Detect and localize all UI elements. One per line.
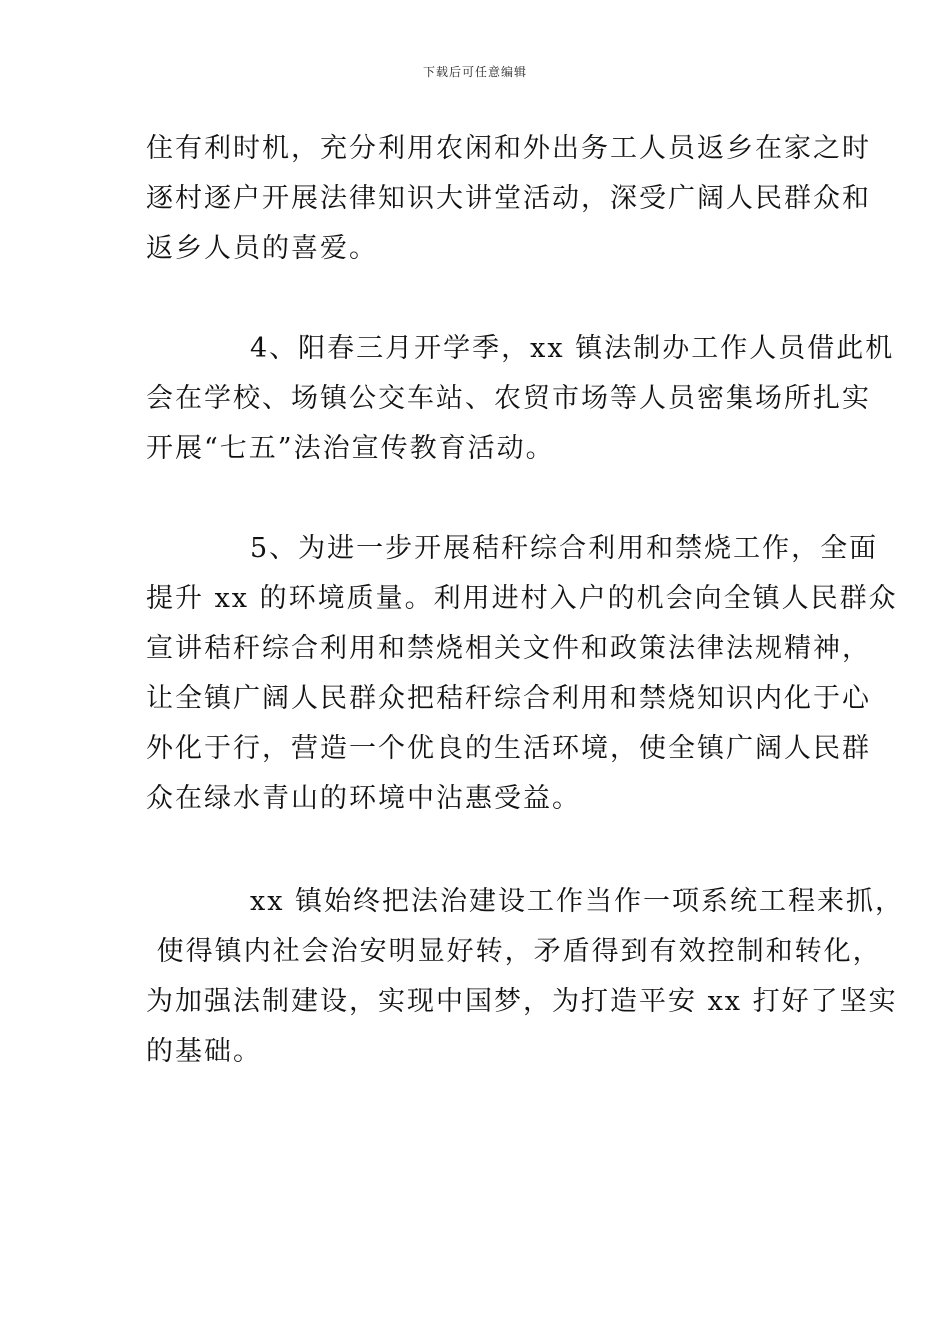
document-body <box>146 124 905 1077</box>
text-line: 为加强法制建设，实现中国梦，为打造平安 xx 打好了坚实 <box>146 986 898 1017</box>
text-line: 开展“七五”法治宣传教育活动。 <box>146 433 555 464</box>
page-header: 下载后可任意编辑 <box>422 65 527 79</box>
paragraph-4 <box>146 877 905 1077</box>
paragraph-spacer <box>146 274 836 324</box>
text-line: 外化于行，营造一个优良的生活环境，使全镇广阔人民群 <box>146 733 871 764</box>
text-line: xx 镇始终把法治建设工作当作一项系统工程来抓， <box>250 886 905 917</box>
paragraph-3 <box>146 524 898 824</box>
text-line: 使得镇内社会治安明显好转，矛盾得到有效控制和转化， <box>146 936 882 967</box>
text-line: 众在绿水青山的环境中沾惠受益。 <box>146 783 581 814</box>
text-line: 让全镇广阔人民群众把秸秆综合利用和禁烧知识内化于心 <box>146 683 871 714</box>
text-line: 逐村逐户开展法律知识大讲堂活动，深受广阔人民群众和 <box>146 183 871 214</box>
text-line: 返乡人员的喜爱。 <box>146 233 378 264</box>
text-line: 4、阳春三月开学季，xx 镇法制办工作人员借此机 <box>250 333 895 364</box>
text-line: 5、为进一步开展秸秆综合利用和禁烧工作，全面 <box>250 533 879 564</box>
text-line: 提升 xx 的环境质量。利用进村入户的机会向全镇人民群众 <box>146 583 898 614</box>
text-line: 宣讲秸秆综合利用和禁烧相关文件和政策法律法规精神， <box>146 633 871 664</box>
text-line: 住有利时机，充分利用农闲和外出务工人员返乡在家之时 <box>146 133 871 164</box>
text-line: 的基础。 <box>146 1036 262 1067</box>
paragraph-2 <box>146 324 895 474</box>
paragraph-spacer <box>146 474 836 524</box>
text-line: 会在学校、场镇公交车站、农贸市场等人员密集场所扎实 <box>146 383 871 414</box>
paragraph-1 <box>146 124 871 274</box>
paragraph-spacer <box>146 824 836 877</box>
